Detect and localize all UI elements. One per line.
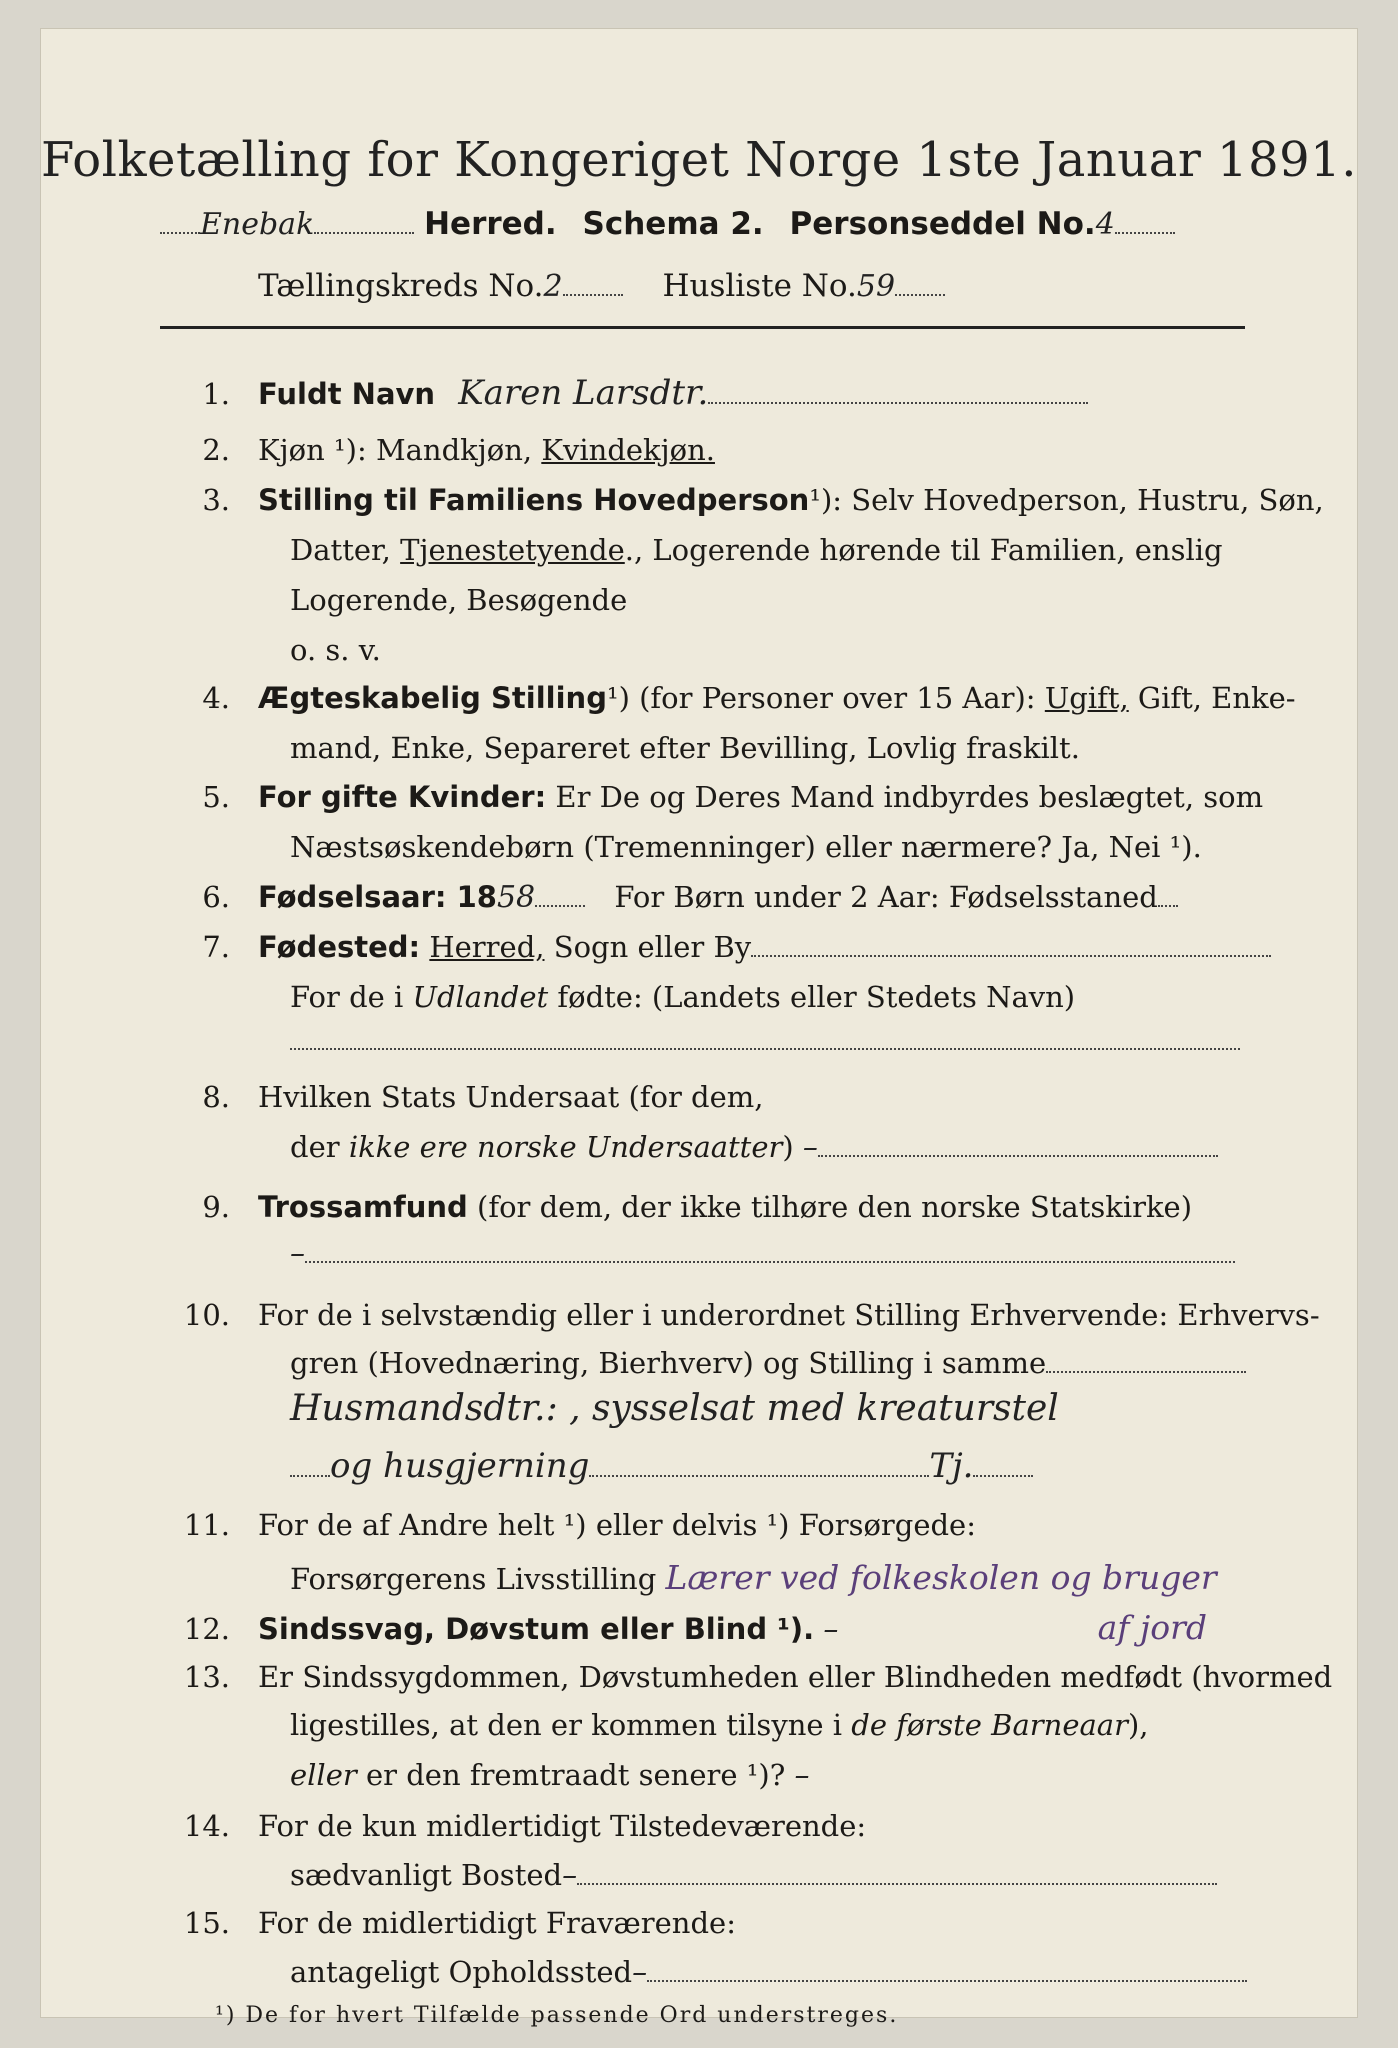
q11-line2: Forsørgerens Livsstilling xyxy=(290,1562,657,1596)
q2-answer: Kvindekjøn. xyxy=(541,433,715,467)
q2-label: Kjøn ¹): Mandkjøn, xyxy=(258,433,533,467)
q1-value: Karen Larsdtr. xyxy=(458,373,709,413)
question-3 xyxy=(160,483,1324,517)
q8-line-2 xyxy=(290,1130,1218,1165)
q6-value: 58 xyxy=(496,880,536,915)
taellingskreds-value: 2 xyxy=(543,269,563,304)
q4-line-2: mand, Enke, Separeret efter Bevilling, Lovlig fraskilt. xyxy=(290,731,1080,765)
form-title: Folketælling for Kongeriget Norge 1ste Januar 1891. xyxy=(41,132,1357,188)
q4-label: Ægteskabelig Stilling xyxy=(258,681,607,715)
q14-line2: sædvanligt Bosted xyxy=(290,1858,563,1892)
q4-number: 4. xyxy=(202,681,230,715)
q6-number: 6. xyxy=(202,880,230,914)
q14-line-2 xyxy=(290,1858,1217,1893)
question-4 xyxy=(160,681,1296,715)
q10-hw-1 xyxy=(290,1388,1059,1429)
husliste-value: 59 xyxy=(856,269,896,304)
q8-value: – xyxy=(802,1130,818,1165)
q9-value: – xyxy=(290,1236,305,1271)
q15-line2: antageligt Opholdssted xyxy=(290,1955,633,1989)
q15-number: 15. xyxy=(183,1906,230,1940)
herred-label: Herred. xyxy=(424,206,557,242)
q11-handwriting-2: af jord xyxy=(1097,1608,1207,1647)
q1-label: Fuldt Navn xyxy=(258,377,436,411)
q7-number: 7. xyxy=(202,930,230,964)
q3-label: Stilling til Familiens Hovedperson xyxy=(258,483,810,517)
q13-line-3 xyxy=(290,1758,809,1793)
question-5 xyxy=(160,780,1263,814)
question-10 xyxy=(160,1298,1320,1332)
q10-handwriting-2: og husgjerning xyxy=(330,1446,590,1486)
q14-value: – xyxy=(562,1858,578,1893)
q10-line2: gren (Hovednæring, Bierhverv) og Stilling i samme xyxy=(290,1346,1047,1380)
q6-rest: For Børn under 2 Aar: Fødselsstaned xyxy=(614,880,1158,914)
header-row-2 xyxy=(258,268,945,304)
q2-number: 2. xyxy=(202,433,230,467)
q5-line-2: Næstsøskendebørn (Tremenninger) eller nærmere? Ja, Nei ¹). xyxy=(290,830,1202,864)
q13-line3a: eller xyxy=(290,1758,357,1792)
q7-rest: Sogn eller By xyxy=(553,930,752,964)
q10-number: 10. xyxy=(183,1298,230,1332)
q15-line-2 xyxy=(290,1955,1247,1990)
q7-dotline xyxy=(290,1023,1240,1057)
q8-line1: Hvilken Stats Undersaat (for dem, xyxy=(258,1080,764,1114)
personseddel-value: 4 xyxy=(1095,207,1115,242)
q11-number: 11. xyxy=(183,1508,230,1542)
q7-label: Fødested: xyxy=(258,930,421,964)
q4-rest2: Gift, Enke- xyxy=(1137,681,1296,715)
taellingskreds-label: Tællingskreds No. xyxy=(258,268,544,304)
q3-number: 3. xyxy=(202,483,230,517)
question-8 xyxy=(160,1080,764,1114)
q7-line2a: For de i xyxy=(290,980,404,1014)
q12-value: – xyxy=(823,1612,839,1647)
schema-label: Schema 2. xyxy=(582,206,764,242)
q8-line2a: der xyxy=(290,1130,340,1164)
q3-line-4: o. s. v. xyxy=(290,633,381,667)
q9-line-2 xyxy=(290,1236,1235,1271)
question-1 xyxy=(160,373,1088,413)
q3-rest: ., Logerende hørende til Familien, enslig xyxy=(624,533,1223,567)
q7-line2b: Udlandet xyxy=(412,980,549,1014)
census-form-page xyxy=(40,28,1358,2018)
q8-line2b: ikke ere norske Undersaatter xyxy=(348,1130,783,1164)
q4-rest: ¹) (for Personer over 15 Aar): xyxy=(606,681,1036,715)
question-2 xyxy=(160,433,715,467)
q3-line-3: Logerende, Besøgende xyxy=(290,583,628,617)
footnote: ¹) De for hvert Tilfælde passende Ord understreges. xyxy=(215,2003,899,2028)
question-11 xyxy=(160,1508,976,1542)
q3-datter: Datter, xyxy=(290,533,391,567)
q13-line3b: er den fremtraadt senere ¹)? xyxy=(365,1758,786,1792)
q14-number: 14. xyxy=(183,1809,230,1843)
q8-line2c: ) xyxy=(782,1130,794,1164)
q10-handwriting-1: Husmandsdtr.: , sysselsat med kreaturstel xyxy=(290,1388,1059,1429)
herred-value: Enebak xyxy=(200,207,315,242)
q11-line-2 xyxy=(290,1558,1217,1597)
q15-line1: For de midlertidigt Fraværende: xyxy=(258,1906,736,1940)
q5-label: For gifte Kvinder: xyxy=(258,780,547,814)
q14-line1: For de kun midlertidigt Tilstedeværende: xyxy=(258,1809,867,1843)
q13-line2c: ), xyxy=(1127,1708,1149,1742)
q5-rest: Er De og Deres Mand indbyrdes beslægtet, som xyxy=(555,780,1264,814)
q13-value: – xyxy=(794,1758,810,1793)
q13-number: 13. xyxy=(183,1660,230,1694)
q12-number: 12. xyxy=(183,1612,230,1646)
q6-label: Fødselsaar: 18 xyxy=(258,880,497,914)
husliste-label: Husliste No. xyxy=(662,268,857,304)
q10-line1: For de i selvstændig eller i underordnet Stilling Erhvervende: Erhvervs- xyxy=(258,1298,1320,1332)
q3-answer: Tjenestetyende xyxy=(400,533,625,567)
q3-line-2 xyxy=(290,533,1223,567)
q8-number: 8. xyxy=(202,1080,230,1114)
q7-answer: Herred, xyxy=(429,930,545,964)
q7-line-2 xyxy=(290,980,1075,1014)
q11-handwriting-1: Lærer ved folkeskolen og bruger xyxy=(665,1558,1217,1597)
q13-line-2 xyxy=(290,1708,1148,1742)
header-row-1 xyxy=(160,206,1175,242)
q13-line2a: ligestilles, at den er kommen tilsyne i xyxy=(290,1708,843,1742)
q10-hw-2 xyxy=(290,1446,1033,1486)
header-divider xyxy=(160,326,1245,329)
q12-label: Sindssvag, Døvstum eller Blind ¹). xyxy=(258,1612,815,1646)
question-12 xyxy=(160,1608,1207,1647)
q9-rest: (for dem, der ikke tilhøre den norske Statskirke) xyxy=(477,1190,1193,1224)
q5-number: 5. xyxy=(202,780,230,814)
q13-line2b: de første Barneaar xyxy=(851,1708,1128,1742)
q10-line-2 xyxy=(290,1346,1246,1380)
question-9 xyxy=(160,1190,1192,1224)
q15-value: – xyxy=(632,1955,648,1990)
q9-number: 9. xyxy=(202,1190,230,1224)
question-13 xyxy=(160,1660,1332,1694)
q1-number: 1. xyxy=(202,377,230,411)
question-7 xyxy=(160,930,1271,964)
question-15 xyxy=(160,1906,736,1940)
q13-line1: Er Sindssygdommen, Døvstumheden eller Blindheden medfødt (hvormed xyxy=(258,1660,1333,1694)
q9-label: Trossamfund xyxy=(258,1190,468,1224)
q7-line2c: fødte: (Landets eller Stedets Navn) xyxy=(557,980,1076,1014)
q11-line1: For de af Andre helt ¹) eller delvis ¹) Forsørgede: xyxy=(258,1508,976,1542)
question-14 xyxy=(160,1809,866,1843)
question-6 xyxy=(160,880,1178,915)
q3-options: ¹): Selv Hovedperson, Hustru, Søn, xyxy=(809,483,1324,517)
q4-answer: Ugift, xyxy=(1044,681,1129,715)
personseddel-label: Personseddel No. xyxy=(789,206,1096,242)
q10-handwriting-3: Tj. xyxy=(929,1446,974,1486)
